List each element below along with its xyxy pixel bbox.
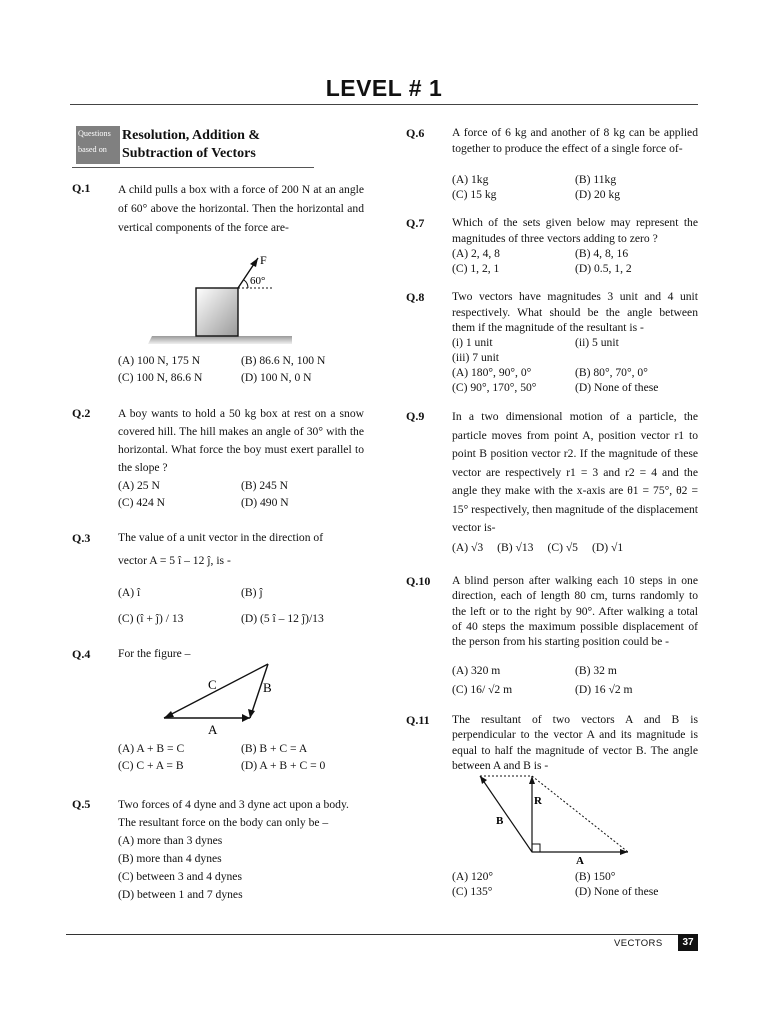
option-b[interactable]: (B) B + C = A (241, 742, 308, 755)
force-label: F (260, 253, 267, 267)
vector-a-arrowhead (620, 849, 628, 855)
section-heading (72, 126, 314, 168)
option-c[interactable]: (C) 135° (452, 885, 493, 898)
label-c: C (208, 677, 217, 692)
question-number: Q.7 (406, 216, 425, 230)
option-d[interactable]: (D) 490 N (241, 495, 289, 509)
question-text: The resultant of two vectors A and B is perpendicular to the vector A and its magnitude is equal to half the magnitude of vector B. The angle between A and B is - (452, 713, 698, 772)
option-b[interactable]: (B) 11kg (575, 173, 617, 186)
vector-c-arrowhead (164, 711, 174, 718)
header-rule (70, 104, 698, 105)
vector-b-arrowhead (480, 776, 487, 784)
question-number: Q.10 (406, 574, 431, 588)
option-d[interactable]: (D) √1 (591, 541, 624, 554)
question-number: Q.2 (72, 406, 91, 420)
label-r: R (534, 795, 542, 807)
options (452, 246, 698, 276)
case-iii: (iii) 7 unit (452, 351, 500, 364)
question-number: Q.3 (72, 531, 91, 545)
options (452, 661, 698, 699)
option-a[interactable]: (A) more than 3 dynes (118, 834, 223, 847)
label-b: B (496, 815, 504, 827)
ground (148, 336, 292, 344)
case-i: (i) 1 unit (452, 336, 493, 349)
option-d[interactable]: (D) 0.5, 1, 2 (575, 262, 632, 275)
option-d[interactable]: (D) between 1 and 7 dynes (118, 888, 243, 901)
page-number: 37 (678, 934, 698, 951)
options (118, 478, 364, 512)
resultant-arrowhead (529, 776, 535, 784)
option-d[interactable]: (D) A + B + C = 0 (241, 758, 326, 772)
question-number: Q.5 (72, 797, 91, 811)
right-angle-mark (532, 844, 540, 852)
option-c[interactable]: (C) 15 kg (452, 188, 497, 201)
option-a[interactable]: (A) 180°, 90°, 0° (452, 366, 532, 379)
option-a[interactable]: (A) 1kg (452, 173, 489, 186)
option-b[interactable]: (B) 150° (575, 870, 616, 883)
question-number: Q.9 (406, 409, 425, 423)
box (196, 288, 238, 336)
option-d[interactable]: (D) 16 √2 m (575, 683, 633, 696)
question-text: Two vectors have magnitudes 3 unit and 4 unit respectively. What should be the angle between them if the magnitude of the resultant is - (452, 290, 698, 334)
option-b[interactable]: (B) more than 4 dynes (118, 852, 222, 865)
option-c[interactable]: (C) 1, 2, 1 (452, 262, 500, 275)
section-tag (76, 126, 120, 164)
option-d[interactable]: (D) None of these (575, 381, 659, 394)
option-b[interactable]: (B) 4, 8, 16 (575, 247, 629, 260)
option-c[interactable]: (C) 424 N (118, 495, 166, 509)
section-tag-line: based on (78, 144, 107, 154)
angle-arc (244, 280, 248, 288)
page-title: LEVEL # 1 (325, 75, 443, 101)
option-b[interactable]: (B) ĵ (241, 586, 263, 599)
dotted-diagonal (532, 776, 628, 852)
options (452, 869, 698, 899)
section-title (122, 127, 260, 162)
question-number: Q.8 (406, 290, 425, 304)
footer-rule (66, 934, 698, 935)
triangle-figure (156, 660, 286, 740)
option-c[interactable]: (C) √5 (547, 541, 578, 554)
options (452, 335, 698, 395)
option-a[interactable]: (A) √3 (452, 541, 484, 554)
options (118, 741, 364, 775)
option-c[interactable]: (C) 16/ √2 m (452, 683, 513, 696)
vector-b (480, 776, 532, 852)
option-b[interactable]: (B) 86.6 N, 100 N (241, 354, 326, 367)
question-text: The value of a unit vector in the direction of (118, 531, 324, 544)
option-c[interactable]: (C) 90°, 170°, 50° (452, 381, 537, 394)
case-ii: (ii) 5 unit (575, 336, 619, 349)
option-a[interactable]: (A) î (118, 586, 141, 599)
question-text: A force of 6 kg and another of 8 kg can be applied together to produce the effect of a single force of- (452, 126, 698, 155)
footer-chapter-label: VECTORS (614, 938, 663, 949)
question-text: A boy wants to hold a 50 kg box at rest on a snow covered hill. The hill makes an angle of 30° with the horizontal. What force the boy must exert parallel to the slope ? (118, 407, 364, 474)
option-c[interactable]: (C) C + A = B (118, 758, 184, 772)
label-a: A (576, 855, 584, 867)
options (452, 540, 698, 557)
label-a: A (208, 722, 218, 737)
option-d[interactable]: (D) (5 î – 12 ĵ)/13 (241, 612, 324, 625)
option-b[interactable]: (B) 80°, 70°, 0° (575, 366, 648, 379)
question-text: Which of the sets given below may represent the magnitudes of three vectors adding to zero ? (452, 216, 698, 245)
option-a[interactable]: (A) A + B = C (118, 742, 185, 755)
option-a[interactable]: (A) 320 m (452, 664, 501, 677)
options (452, 172, 698, 202)
resultant-figure (472, 774, 632, 868)
option-a[interactable]: (A) 25 N (118, 479, 160, 492)
section-tag-line: Questions (78, 129, 111, 138)
option-c[interactable]: (C) 100 N, 86.6 N (118, 370, 203, 384)
vector-b-arrowhead (248, 709, 255, 718)
option-d[interactable]: (D) 20 kg (575, 188, 621, 201)
option-a[interactable]: (A) 100 N, 175 N (118, 354, 201, 367)
option-b[interactable]: (B) √13 (497, 541, 534, 554)
options (118, 580, 364, 632)
option-b[interactable]: (B) 32 m (575, 664, 617, 677)
question-text: Two forces of 4 dyne and 3 dyne act upon a body. (118, 798, 349, 811)
force-arrowhead (250, 258, 258, 267)
section-title-line: Resolution, Addition & (122, 128, 261, 143)
question-number: Q.11 (406, 713, 430, 727)
question-text: The resultant force on the body can only be – (118, 816, 329, 829)
question-number: Q.4 (72, 647, 91, 661)
section-title-line: Subtraction of Vectors (122, 145, 256, 161)
angle-label: 60° (250, 275, 266, 287)
vector-a-arrowhead (242, 714, 250, 722)
options (118, 353, 364, 387)
question-text: In a two dimensional motion of a particle, the particle moves from point A, position vector r1 to point B position vector r2. If the magnitude of these vector are respectively r1 = 3 and r2 = 4 and the angle they make with the x-axis are θ1 = 75°, θ2 = 15° respectively, then magnitude of the displacement vector is- (452, 410, 698, 534)
question-number: Q.6 (406, 126, 425, 140)
option-a[interactable]: (A) 2, 4, 8 (452, 247, 500, 260)
question-text: For the figure – (118, 647, 191, 660)
option-a[interactable]: (A) 120° (452, 870, 494, 883)
box-force-figure (146, 252, 296, 348)
option-d[interactable]: (D) 100 N, 0 N (241, 370, 312, 384)
option-c[interactable]: (C) between 3 and 4 dynes (118, 870, 242, 883)
question-body (118, 796, 368, 904)
question-text: vector A = 5 î – 12 ĵ, is - (118, 554, 231, 567)
option-c[interactable]: (C) (î + ĵ) / 13 (118, 612, 184, 625)
label-b: B (263, 680, 272, 695)
option-d[interactable]: (D) None of these (575, 885, 659, 898)
question-text: A blind person after walking each 10 steps in one direction, each of length 80 cm, turns randomly to the left or to the right by 90°. After walking a total of 40 steps the maximum possible displacement of the person from his starting position could be - (452, 574, 698, 649)
question-number: Q.1 (72, 181, 91, 195)
question-text: A child pulls a box with a force of 200 N at an angle of 60° above the horizontal. Then the horizontal and vertical components of the force are- (118, 183, 364, 234)
option-b[interactable]: (B) 245 N (241, 479, 289, 492)
